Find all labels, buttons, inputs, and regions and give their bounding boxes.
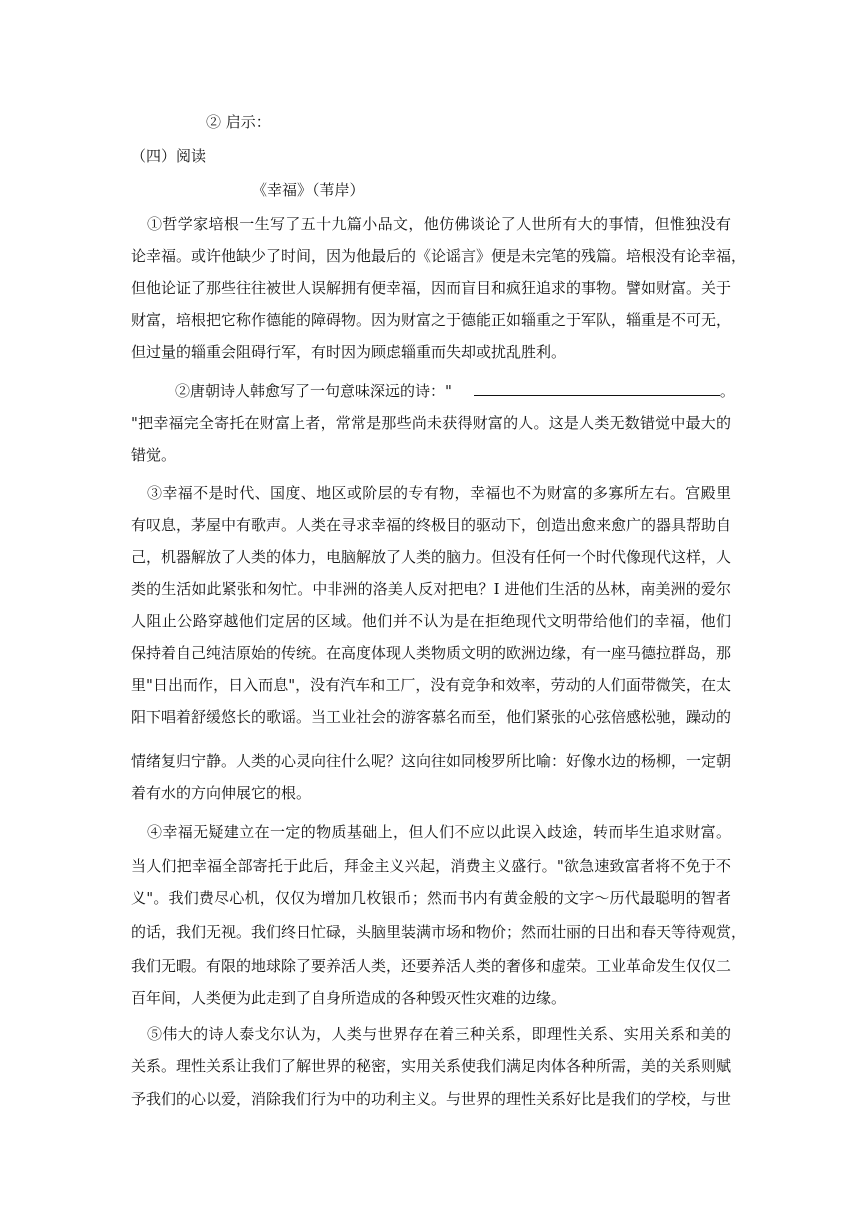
paragraph-2-line: "把幸福完全寄托在财富上者，常常是那些尚未获得财富的人。这是人类无数错觉中最大的: [131, 414, 731, 432]
paragraph-2-lead: ②唐朝诗人韩愈写了一句意味深远的诗：": [175, 382, 452, 400]
paragraph-1-line: 但他论证了那些往往被世人误解拥有便幸福，因而盲目和疯狂追求的事物。譬如财富。关于: [131, 279, 732, 297]
paragraph-2-line: 错觉。: [131, 446, 177, 464]
paragraph-5-line: ⑤伟大的诗人泰戈尔认为，人类与世界存在着三种关系，即理性关系、实用关系和美的: [147, 1025, 731, 1043]
paragraph-5-line: 关系。理性关系让我们了解世界的秘密，实用关系使我们满足肉体各种所需，美的关系则赋: [131, 1057, 732, 1075]
paragraph-1-line: ①哲学家培根一生写了五十九篇小品文，他仿佛谈论了人世所有大的事情，但惟独没有: [147, 215, 731, 233]
paragraph-1-line: 财富，培根把它称作德能的障碍物。因为财富之于德能正如辎重之于军队，辎重是不可无，: [131, 311, 732, 329]
paragraph-3-line: 类的生活如此紧张和匆忙。中非洲的洛美人反对把电？I 进他们生活的丛林，南美洲的爱尔: [131, 580, 731, 598]
paragraph-1-line: 但过量的辎重会阻碍行军，有时因为顾虑辎重而失却或扰乱胜利。: [131, 343, 567, 361]
paragraph-3-line: 人阻止公路穿越他们定居的区域。他们并不认为是在拒绝现代文明带给他们的幸福，他们: [131, 612, 731, 630]
paragraph-3-line: 阳下唱着舒缓悠长的歌谣。当工业社会的游客慕名而至，他们紧张的心弦倍感松驰，躁动的: [131, 708, 732, 726]
paragraph-5-line: 予我们的心以爱，消除我们行为中的功利主义。与世界的理性关系好比是我们的学校，与世: [131, 1090, 732, 1108]
paragraph-4-line: 百年间，人类便为此走到了自身所造成的各种毁灭性灾难的边缘。: [131, 989, 567, 1007]
section-heading: （四）阅读: [131, 147, 207, 165]
paragraph-3-line: 己，机器解放了人类的体力，电脑解放了人类的脑力。但没有任何一个时代像现代这样，人: [131, 548, 732, 566]
paragraph-3-line: 有叹息，茅屋中有歌声。人类在寻求幸福的终极目的驱动下，创造出愈来愈广的器具帮助自: [131, 516, 732, 534]
paragraph-4-line: 义"。我们费尽心机，仅仅为增加几枚银币；然而书内有黄金般的文字～历代最聪明的智者: [131, 889, 731, 907]
article-title: 《幸福》（苇岸）: [252, 181, 365, 199]
paragraph-2-first-line: [175, 381, 735, 401]
paragraph-1-line: 论幸福。或许他缺少了时间，因为他最后的《论谣言》便是未完笔的残篇。培根没有论幸福，: [131, 247, 747, 265]
hint-label: ② 启示：: [206, 113, 271, 131]
paragraph-4-line: 当人们把幸福全部寄托于此后，拜金主义兴起，消费主义盛行。"欲急速致富者将不免于不: [131, 857, 731, 875]
answer-blank[interactable]: [474, 381, 720, 396]
paragraph-2-blank-end: 。: [719, 382, 735, 400]
paragraph-3-line: 情绪复归宁静。人类的心灵向往什么呢？这向往如同梭罗所比喻：好像水边的杨柳，一定朝: [131, 752, 732, 770]
paragraph-4-line: 的话，我们无视。我们终日忙碌，头脑里装满市场和物价；然而壮丽的日出和春天等待观赏，: [131, 923, 747, 941]
paragraph-3-line: 着有水的方向伸展它的根。: [131, 784, 312, 802]
paragraph-3-line: ③幸福不是时代、国度、地区或阶层的专有物，幸福也不为财富的多寡所左右。宫殿里: [147, 484, 731, 502]
paragraph-4-line: 我们无暇。有限的地球除了要养活人类，还要养活人类的奢侈和虚荣。工业革命发生仅仅二: [131, 957, 732, 975]
paragraph-3-line: 保持着自己纯洁原始的传统。在高度体现人类物质文明的欧洲边缘，有一座马德拉群岛，那: [131, 644, 732, 662]
paragraph-4-line: ④幸福无疑建立在一定的物质基础上，但人们不应以此误入歧途，转而毕生追求财富。: [147, 823, 731, 841]
paragraph-3-line: 里"日出而作，日入而息"，没有汽车和工厂，没有竞争和效率，劳动的人们面带微笑，在太: [131, 676, 731, 694]
